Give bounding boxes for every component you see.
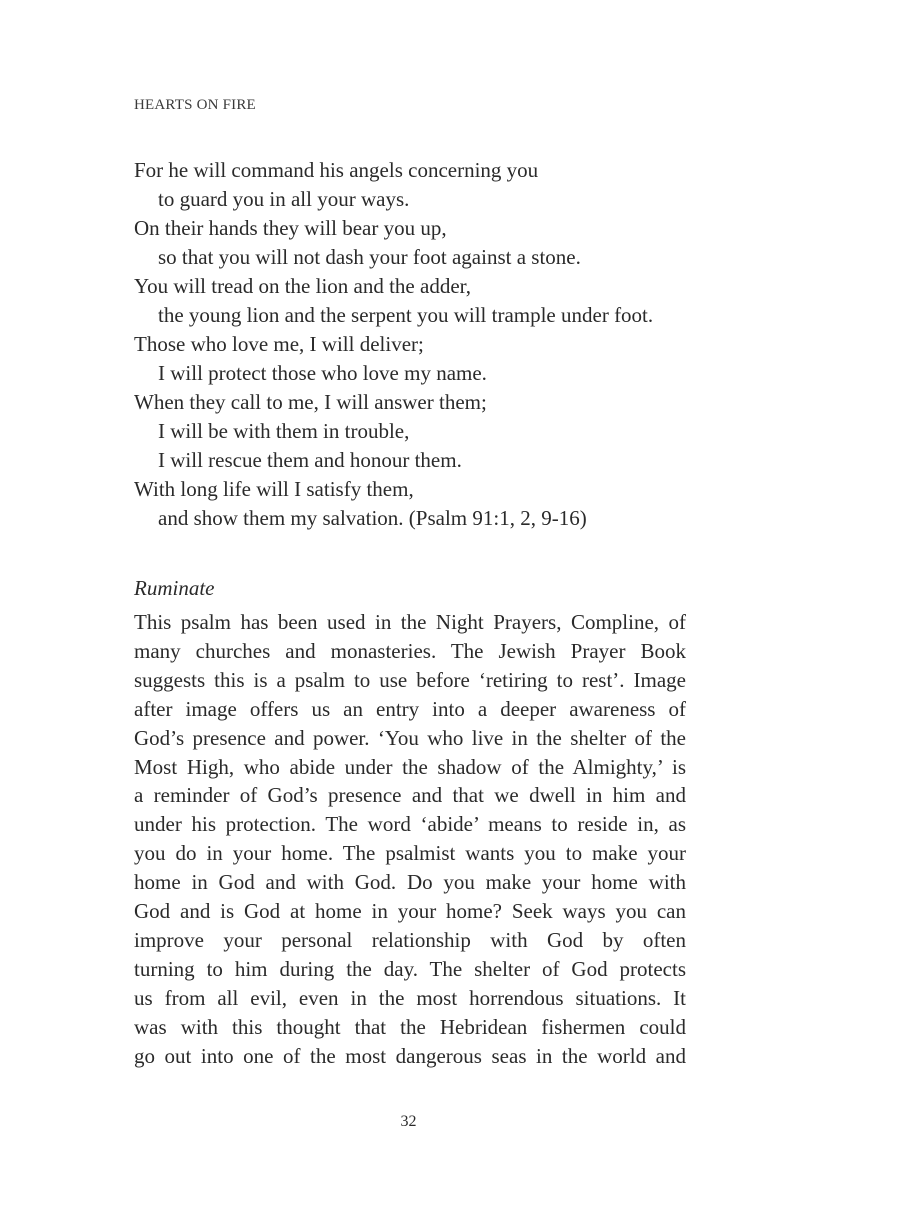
body-line: us from all evil, even in the most horrendous situations. It — [134, 985, 686, 1010]
body-line: a reminder of God’s presence and that we dwell in him and — [134, 783, 686, 808]
psalm-line: and show them my salvation. (Psalm 91:1, 2, 9-16) — [158, 506, 587, 530]
body-line: God and is God at home in your home? Seek ways you can — [134, 899, 686, 924]
psalm-line: You will tread on the lion and the adder, — [134, 274, 472, 298]
running-head: HEARTS ON FIRE — [134, 97, 256, 113]
body-line: home in God and with God. Do you make your home with — [134, 870, 686, 895]
psalm-line: I will rescue them and honour them. — [158, 448, 462, 472]
body-line: was with this thought that the Hebridean fishermen could — [134, 1014, 686, 1039]
psalm-line: I will protect those who love my name. — [158, 361, 487, 385]
section-heading: Ruminate — [134, 576, 215, 600]
body-line: you do in your home. The psalmist wants you to make your — [134, 841, 686, 866]
body-line: suggests this is a psalm to use before ‘retiring to rest’. Image — [134, 667, 686, 692]
body-line: turning to him during the day. The shelter of God protects — [134, 956, 686, 981]
psalm-line: When they call to me, I will answer them; — [134, 390, 487, 414]
body-line: God’s presence and power. ‘You who live in the shelter of the — [134, 725, 686, 750]
psalm-line: With long life will I satisfy them, — [134, 477, 414, 501]
body-line: Most High, who abide under the shadow of the Almighty,’ is — [134, 754, 686, 779]
psalm-line: so that you will not dash your foot against a stone. — [158, 245, 581, 269]
body-line: under his protection. The word ‘abide’ means to reside in, as — [134, 812, 686, 837]
body-line: after image offers us an entry into a deeper awareness of — [134, 696, 686, 721]
body-line: This psalm has been used in the Night Prayers, Compline, of — [134, 610, 686, 634]
body-line: go out into one of the most dangerous seas in the world and — [134, 1043, 686, 1068]
psalm-line: For he will command his angels concerning you — [134, 158, 539, 182]
psalm-line: On their hands they will bear you up, — [134, 216, 447, 240]
psalm-line: the young lion and the serpent you will trample under foot. — [158, 303, 654, 327]
body-paragraph — [134, 608, 686, 1071]
body-line: many churches and monasteries. The Jewish Prayer Book — [134, 638, 686, 663]
body-line: improve your personal relationship with God by often — [134, 927, 686, 952]
psalm-quotation — [134, 156, 774, 533]
page-number: 32 — [400, 1113, 417, 1130]
psalm-line: to guard you in all your ways. — [158, 187, 410, 211]
psalm-line: I will be with them in trouble, — [158, 419, 410, 443]
psalm-line: Those who love me, I will deliver; — [134, 332, 424, 356]
